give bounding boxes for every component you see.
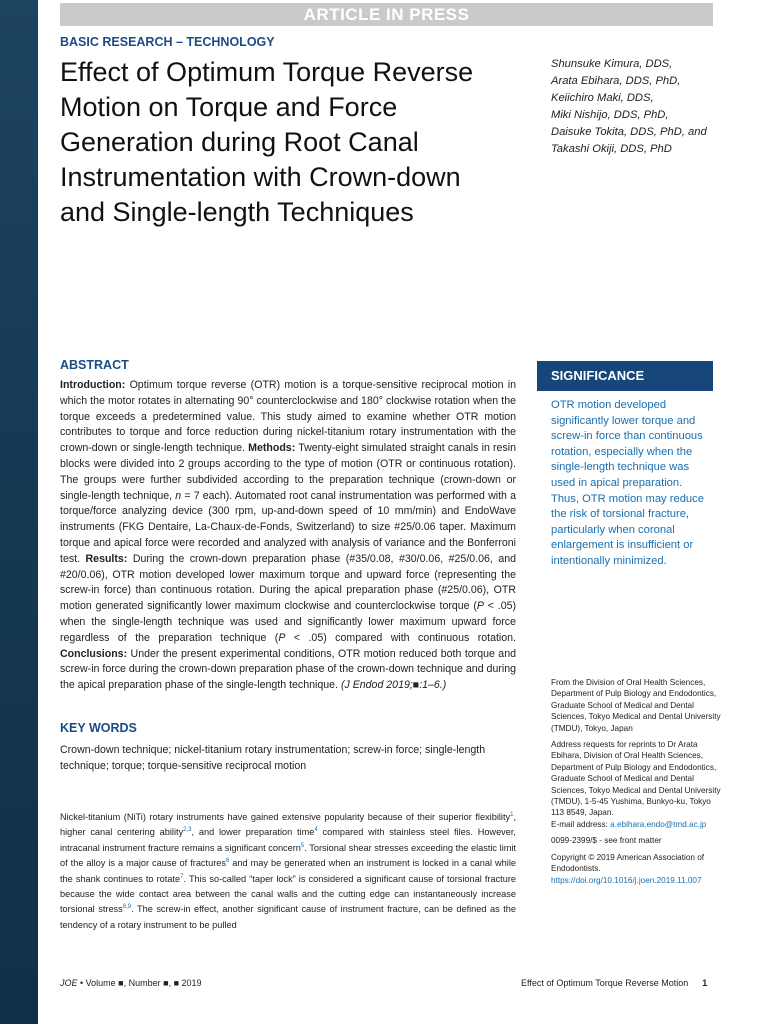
reference-link[interactable]: 5 xyxy=(300,842,305,849)
intro-text: Optimum torque reverse (OTR) motion is a torque-sensitive reciprocal motion in which the motor rotates in alternating 90° counterclockwise and 180° clockwise rotation when the torque exceeds a predetermined value. This study aimed to examine whether OTR motion contributes to torque and force reduction during nickel-titanium rotary instrumentation with the crown-down or single-length technique. xyxy=(60,379,516,455)
article-in-press-banner: ARTICLE IN PRESS xyxy=(60,3,713,26)
author: Shunsuke Kimura, DDS, xyxy=(551,58,673,70)
body-span: Nickel-titanium (NiTi) rotary instruments have gained extensive popularity because of their superior flexibility xyxy=(60,812,511,822)
results-p-2: P xyxy=(278,631,286,644)
intro-label: Introduction: xyxy=(60,379,126,391)
reference-link[interactable]: 1 xyxy=(510,811,514,818)
author-list xyxy=(551,56,707,158)
methods-text: Twenty-eight simulated straight canals in resin blocks were divided into 2 groups according to the type of motion (OTR or continuous rotation). The groups were further subdivided according to the preparation technique (crown-down or single-length technique, xyxy=(60,442,516,502)
methods-label: Methods: xyxy=(244,442,296,455)
results-text: During the crown-down preparation phase (#35/0.08, #30/0.06, #25/0.06, and #20/0.06), OTR motion developed lower maximum torque and upward force (representing the screw-in force) than continuous rotation. During the apical preparation phase (#25/0.06), OTR motion generated significantly lower maximum clockwise and counterclockwise torque ( xyxy=(60,552,516,613)
keywords-heading: KEY WORDS xyxy=(60,721,137,735)
results-label: Results: xyxy=(80,552,128,565)
significance-text: OTR motion developed significantly lower torque and screw-in force than continuous rotation, especially when the single-length technique was used in apical preparation. Thus, OTR motion may reduce the risk of torsional fracture, particularly when coronal enlargement is insufficient or intentionally minimized. xyxy=(551,399,704,567)
email-label: E-mail address: xyxy=(551,819,611,829)
email-link[interactable]: a.ebihara.endo@tmd.ac.jp xyxy=(610,819,707,829)
article-title: Effect of Optimum Torque Reverse Motion on Torque and Force Generation during Root Canal Instrumentation with Crown-down and Single-length Techniques xyxy=(60,57,474,227)
results-text-3: < .05) compared with continuous rotation. xyxy=(285,631,516,644)
reference-link[interactable]: 4 xyxy=(314,827,318,834)
body-span: compared with stainless steel files. However, intracanal instrument fracture remains a significant concern xyxy=(60,827,516,853)
journal-citation: (J Endod 2019;■:1–6.) xyxy=(338,679,447,692)
results-text-2: < .05) when the single-length technique was used and significantly lower maximum upward force regardless of the preparation technique ( xyxy=(60,600,517,644)
author: Arata Ebihara, DDS, PhD, xyxy=(551,75,681,87)
volume-info: • Volume ■, Number ■, ■ 2019 xyxy=(77,978,202,988)
reference-link[interactable]: 6 xyxy=(225,858,230,865)
body-span: . This so-called “taper lock” is considered a significant cause of torsional fracture because the wide contact area between the canal walls and the cutting edge can instantaneously increase torsional stress xyxy=(60,873,517,915)
abstract-heading: ABSTRACT xyxy=(60,358,129,372)
author: Miki Nishijo, DDS, PhD, xyxy=(551,109,669,121)
significance-heading: SIGNIFICANCE xyxy=(537,361,713,391)
author: Takashi Okiji, DDS, PhD xyxy=(551,143,672,155)
methods-n: n xyxy=(175,489,182,502)
keywords-text: Crown-down technique; nickel-titanium rotary instrumentation; screw-in force; single-length technique; torque; torque-sensitive reciprocal motion xyxy=(60,744,486,772)
author: Keiichiro Maki, DDS, xyxy=(551,92,654,104)
methods-text-2: = 7 each). Automated root canal instrumentation was performed with a torque/force analyzing device (300 rpm, up-and-down speed of 10 mm/min) and EndoWave instruments (FKG Dentaire, La-Chaux-de-Fonds, Switzerland) to size #25/0.06 taper. Maximum torque and apical force were recorded and analyzed with analysis of variance and the Bonferroni test. xyxy=(60,489,516,565)
body-span: . The screw-in effect, another significant cause of instrument fracture, can be defined as the tendency of a rotary instrument to be pulled xyxy=(60,904,516,930)
body-span: . Torsional shear stresses exceeding the elastic limit of the alloy is a major cause of fractures xyxy=(60,842,516,869)
copyright: Copyright © 2019 American Association of Endodontists. xyxy=(551,852,705,874)
results-p: P xyxy=(476,600,484,613)
affiliation-block xyxy=(551,677,721,891)
reference-link[interactable]: 8,9 xyxy=(122,904,132,911)
body-span: , and lower preparation time xyxy=(191,827,315,838)
reprint-address xyxy=(551,739,721,830)
abstract-text xyxy=(60,378,516,694)
body-text xyxy=(60,810,516,933)
running-title: Effect of Optimum Torque Reverse Motion xyxy=(521,978,689,988)
conclusions-label: Conclusions: xyxy=(60,647,128,660)
address-text: Address requests for reprints to Dr Arata Ebihara, Division of Oral Health Sciences, Department of Pulp Biology and Endodontics, Graduate School of Medical and Dental Sciences, Tokyo Medical and Dental University (TMDU), 1-5-45 Yushima, Bunkyo-ku, Tokyo 113 8549, Japan. xyxy=(551,740,721,818)
reference-link[interactable]: 7 xyxy=(180,873,184,880)
footer-journal xyxy=(60,978,202,988)
footer-running-title xyxy=(521,978,707,988)
reference-link[interactable]: 2,3 xyxy=(183,827,192,834)
affiliation-from: From the Division of Oral Health Sciences, Department of Pulp Biology and Endodontics, Graduate School of Medical and Dental Sciences, Tokyo Medical and Dental University (TMDU), Tokyo, Japan xyxy=(551,678,721,733)
copyright-block xyxy=(551,852,721,886)
issn: 0099-2399/$ - see front matter xyxy=(551,836,662,846)
author: Daisuke Tokita, DDS, PhD, and xyxy=(551,126,707,138)
doi-link[interactable]: https://doi.org/10.1016/j.joen.2019.11.007 xyxy=(551,875,702,885)
conclusions-text: Under the present experimental conditions, OTR motion reduced both torque and screw-in force during the crown-down preparation phase of the crown-down technique and during the apical preparation phase of the single-length technique. xyxy=(60,647,516,692)
left-color-bar xyxy=(0,0,38,1024)
page-number: 1 xyxy=(702,978,708,988)
body-span: and may be generated when an instrument is locked in a canal while the shank continues to rotate xyxy=(60,858,516,884)
body-span: , higher canal centering ability xyxy=(60,812,516,838)
journal-abbrev: JOE xyxy=(60,978,78,988)
section-label: BASIC RESEARCH – TECHNOLOGY xyxy=(60,35,275,49)
